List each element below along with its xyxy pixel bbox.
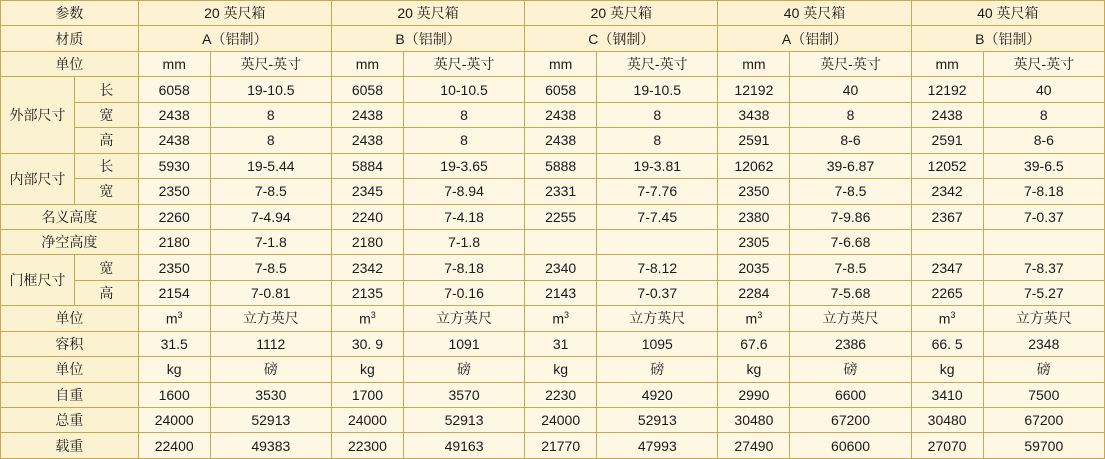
cell-door-height-9: 7-5.27 — [983, 280, 1104, 305]
cell-ext-length-4: 6058 — [525, 77, 597, 102]
cell-int-length-3: 19-3.65 — [403, 153, 524, 178]
cell-int-length-7: 39-6.87 — [790, 153, 911, 178]
unit-weight-imperial-2: 磅 — [597, 357, 718, 382]
cell-volume-2: 30. 9 — [331, 331, 403, 356]
cell-int-length-9: 39-6.5 — [983, 153, 1104, 178]
cell-door-height-7: 7-5.68 — [790, 280, 911, 305]
cell-ext-height-7: 8-6 — [790, 128, 911, 153]
cell-door-height-3: 7-0.16 — [403, 280, 524, 305]
cell-ext-length-9: 40 — [983, 77, 1104, 102]
label-tare: 自重 — [1, 382, 139, 407]
cell-int-width-3: 7-8.94 — [403, 179, 524, 204]
cell-nominal-height-0: 2260 — [138, 204, 210, 229]
col-material-3: A（铝制） — [718, 26, 911, 51]
cell-gross-6: 30480 — [718, 408, 790, 433]
col-type-0: 20 英尺箱 — [138, 1, 331, 26]
group-label-exterior: 外部尺寸 — [1, 77, 75, 153]
cell-volume-1: 1112 — [210, 331, 331, 356]
cell-payload-8: 27070 — [911, 433, 983, 459]
col-type-1: 20 英尺箱 — [331, 1, 524, 26]
table-row-ext-width — [1, 102, 1105, 127]
unit-weight-imperial-4: 磅 — [983, 357, 1104, 382]
cell-clear-height-3: 7-1.8 — [403, 229, 524, 254]
sub-label-int-length: 长 — [75, 153, 139, 178]
unit-vol-imperial-1: 立方英尺 — [403, 306, 524, 331]
sub-label-door-width: 宽 — [75, 255, 139, 280]
table-row-int-width — [1, 179, 1105, 204]
cell-volume-4: 31 — [525, 331, 597, 356]
cell-int-length-2: 5884 — [331, 153, 403, 178]
cell-nominal-height-7: 7-9.86 — [790, 204, 911, 229]
table-row-nominal-height — [1, 204, 1105, 229]
cell-volume-0: 31.5 — [138, 331, 210, 356]
col-material-4: B（铝制） — [911, 26, 1104, 51]
table-row-tare — [1, 382, 1105, 407]
cell-tare-9: 7500 — [983, 382, 1104, 407]
cell-ext-height-3: 8 — [403, 128, 524, 153]
unit-mm-1: mm — [331, 51, 403, 76]
cell-nominal-height-9: 7-0.37 — [983, 204, 1104, 229]
sub-label-int-width: 宽 — [75, 179, 139, 204]
cell-ext-width-6: 3438 — [718, 102, 790, 127]
cell-tare-4: 2230 — [525, 382, 597, 407]
cell-payload-5: 47993 — [597, 433, 718, 459]
cell-ext-width-7: 8 — [790, 102, 911, 127]
cell-payload-2: 22300 — [331, 433, 403, 459]
cell-int-width-4: 2331 — [525, 179, 597, 204]
cell-gross-8: 30480 — [911, 408, 983, 433]
cell-ext-length-1: 19-10.5 — [210, 77, 331, 102]
cell-gross-5: 52913 — [597, 408, 718, 433]
table-row-material — [1, 26, 1105, 51]
cell-int-width-0: 2350 — [138, 179, 210, 204]
unit-weight-metric-2: kg — [525, 357, 597, 382]
cell-door-height-6: 2284 — [718, 280, 790, 305]
cell-int-width-9: 7-8.18 — [983, 179, 1104, 204]
cell-tare-6: 2990 — [718, 382, 790, 407]
cell-int-width-7: 7-8.5 — [790, 179, 911, 204]
cell-nominal-height-1: 7-4.94 — [210, 204, 331, 229]
table-row-type — [1, 1, 1105, 26]
cell-door-width-0: 2350 — [138, 255, 210, 280]
cell-payload-1: 49383 — [210, 433, 331, 459]
cell-nominal-height-3: 7-4.18 — [403, 204, 524, 229]
table-row-payload — [1, 433, 1105, 459]
unit-vol-metric-4: $m^3$ — [911, 306, 983, 331]
table-row-unit-volume — [1, 306, 1105, 331]
unit-mm-2: mm — [525, 51, 597, 76]
cell-ext-width-4: 2438 — [525, 102, 597, 127]
cell-nominal-height-4: 2255 — [525, 204, 597, 229]
unit-mm-3: mm — [718, 51, 790, 76]
cell-gross-0: 24000 — [138, 408, 210, 433]
label-gross: 总重 — [1, 408, 139, 433]
cell-nominal-height-6: 2380 — [718, 204, 790, 229]
table-row-volume — [1, 331, 1105, 356]
cell-ext-length-2: 6058 — [331, 77, 403, 102]
cell-int-width-8: 2342 — [911, 179, 983, 204]
table-row-ext-height — [1, 128, 1105, 153]
cell-tare-1: 3530 — [210, 382, 331, 407]
cell-volume-8: 66. 5 — [911, 331, 983, 356]
cell-volume-3: 1091 — [403, 331, 524, 356]
cell-door-width-6: 2035 — [718, 255, 790, 280]
col-type-4: 40 英尺箱 — [911, 1, 1104, 26]
cell-clear-height-6: 2305 — [718, 229, 790, 254]
cell-tare-3: 3570 — [403, 382, 524, 407]
cell-tare-2: 1700 — [331, 382, 403, 407]
cell-ext-width-5: 8 — [597, 102, 718, 127]
label-payload: 载重 — [1, 433, 139, 459]
col-material-2: C（钢制） — [525, 26, 718, 51]
cell-int-length-1: 19-5.44 — [210, 153, 331, 178]
sub-label-ext-height: 高 — [75, 128, 139, 153]
group-label-interior: 内部尺寸 — [1, 153, 75, 204]
sub-label-door-height: 高 — [75, 280, 139, 305]
cell-int-width-5: 7-7.76 — [597, 179, 718, 204]
sub-label-ext-length: 长 — [75, 77, 139, 102]
cell-ext-height-4: 2438 — [525, 128, 597, 153]
unit-weight-metric-1: kg — [331, 357, 403, 382]
cell-ext-height-0: 2438 — [138, 128, 210, 153]
cell-tare-0: 1600 — [138, 382, 210, 407]
cell-volume-5: 1095 — [597, 331, 718, 356]
unit-weight-imperial-3: 磅 — [790, 357, 911, 382]
cell-int-length-4: 5888 — [525, 153, 597, 178]
cell-door-height-2: 2135 — [331, 280, 403, 305]
cell-door-width-1: 7-8.5 — [210, 255, 331, 280]
cell-nominal-height-8: 2367 — [911, 204, 983, 229]
unit-mm-0: mm — [138, 51, 210, 76]
cell-ext-width-0: 2438 — [138, 102, 210, 127]
col-material-0: A（铝制） — [138, 26, 331, 51]
unit-weight-metric-3: kg — [718, 357, 790, 382]
cell-payload-4: 21770 — [525, 433, 597, 459]
unit-weight-imperial-1: 磅 — [403, 357, 524, 382]
cell-gross-3: 52913 — [403, 408, 524, 433]
cell-door-height-1: 7-0.81 — [210, 280, 331, 305]
cell-int-length-6: 12062 — [718, 153, 790, 178]
cell-door-height-0: 2154 — [138, 280, 210, 305]
unit-row-label-volume: 单位 — [1, 306, 139, 331]
cell-ext-length-6: 12192 — [718, 77, 790, 102]
unit-ft-0: 英尺-英寸 — [210, 51, 331, 76]
table-row-clear-height — [1, 229, 1105, 254]
cell-door-width-5: 7-8.12 — [597, 255, 718, 280]
unit-vol-imperial-0: 立方英尺 — [210, 306, 331, 331]
unit-vol-metric-3: $m^3$ — [718, 306, 790, 331]
cell-payload-0: 22400 — [138, 433, 210, 459]
cell-ext-length-0: 6058 — [138, 77, 210, 102]
cell-ext-height-9: 8-6 — [983, 128, 1104, 153]
cell-ext-width-1: 8 — [210, 102, 331, 127]
unit-vol-metric-2: $m^3$ — [525, 306, 597, 331]
unit-weight-metric-0: kg — [138, 357, 210, 382]
table-row-unit-length — [1, 51, 1105, 76]
cell-door-height-4: 2143 — [525, 280, 597, 305]
cell-int-length-8: 12052 — [911, 153, 983, 178]
label-volume: 容积 — [1, 331, 139, 356]
cell-volume-7: 2386 — [790, 331, 911, 356]
cell-volume-9: 2348 — [983, 331, 1104, 356]
cell-clear-height-1: 7-1.8 — [210, 229, 331, 254]
table-row-gross — [1, 408, 1105, 433]
cell-clear-height-7: 7-6.68 — [790, 229, 911, 254]
cell-payload-6: 27490 — [718, 433, 790, 459]
cell-nominal-height-5: 7-7.45 — [597, 204, 718, 229]
cell-tare-5: 4920 — [597, 382, 718, 407]
header-param-label: 参数 — [1, 1, 139, 26]
cell-gross-9: 67200 — [983, 408, 1104, 433]
cell-ext-height-6: 2591 — [718, 128, 790, 153]
cell-door-height-5: 7-0.37 — [597, 280, 718, 305]
unit-ft-4: 英尺-英寸 — [983, 51, 1104, 76]
cell-gross-2: 24000 — [331, 408, 403, 433]
cell-int-width-1: 7-8.5 — [210, 179, 331, 204]
table-row-ext-length — [1, 77, 1105, 102]
sub-label-ext-width: 宽 — [75, 102, 139, 127]
cell-door-width-3: 7-8.18 — [403, 255, 524, 280]
cell-door-width-7: 7-8.5 — [790, 255, 911, 280]
cell-clear-height-0: 2180 — [138, 229, 210, 254]
cell-door-width-4: 2340 — [525, 255, 597, 280]
unit-vol-imperial-2: 立方英尺 — [597, 306, 718, 331]
cell-int-length-5: 19-3.81 — [597, 153, 718, 178]
cell-ext-length-8: 12192 — [911, 77, 983, 102]
unit-weight-imperial-0: 磅 — [210, 357, 331, 382]
col-type-3: 40 英尺箱 — [718, 1, 911, 26]
cell-door-width-9: 7-8.37 — [983, 255, 1104, 280]
cell-volume-6: 67.6 — [718, 331, 790, 356]
cell-clear-height-8 — [911, 229, 983, 254]
cell-gross-1: 52913 — [210, 408, 331, 433]
group-label-door: 门框尺寸 — [1, 255, 75, 306]
cell-ext-height-5: 8 — [597, 128, 718, 153]
unit-vol-metric-0: $m^3$ — [138, 306, 210, 331]
unit-vol-imperial-4: 立方英尺 — [983, 306, 1104, 331]
cell-gross-4: 24000 — [525, 408, 597, 433]
cell-ext-length-3: 10-10.5 — [403, 77, 524, 102]
cell-ext-height-1: 8 — [210, 128, 331, 153]
unit-ft-1: 英尺-英寸 — [403, 51, 524, 76]
cell-ext-width-3: 8 — [403, 102, 524, 127]
cell-clear-height-9 — [983, 229, 1104, 254]
cell-door-width-8: 2347 — [911, 255, 983, 280]
cell-payload-7: 60600 — [790, 433, 911, 459]
unit-row-label-weight: 单位 — [1, 357, 139, 382]
cell-int-width-2: 2345 — [331, 179, 403, 204]
unit-ft-2: 英尺-英寸 — [597, 51, 718, 76]
cell-payload-3: 49163 — [403, 433, 524, 459]
cell-clear-height-2: 2180 — [331, 229, 403, 254]
cell-ext-length-5: 19-10.5 — [597, 77, 718, 102]
unit-vol-imperial-3: 立方英尺 — [790, 306, 911, 331]
cell-clear-height-5 — [597, 229, 718, 254]
label-clear-height: 净空高度 — [1, 229, 139, 254]
cell-int-width-6: 2350 — [718, 179, 790, 204]
cell-tare-7: 6600 — [790, 382, 911, 407]
cell-ext-width-2: 2438 — [331, 102, 403, 127]
cell-nominal-height-2: 2240 — [331, 204, 403, 229]
cell-ext-height-2: 2438 — [331, 128, 403, 153]
cell-clear-height-4 — [525, 229, 597, 254]
table-row-int-length — [1, 153, 1105, 178]
cell-ext-width-8: 2438 — [911, 102, 983, 127]
table-row-door-height — [1, 280, 1105, 305]
col-material-1: B（铝制） — [331, 26, 524, 51]
col-type-2: 20 英尺箱 — [525, 1, 718, 26]
cell-door-width-2: 2342 — [331, 255, 403, 280]
cell-door-height-8: 2265 — [911, 280, 983, 305]
cell-ext-length-7: 40 — [790, 77, 911, 102]
unit-mm-4: mm — [911, 51, 983, 76]
cell-payload-9: 59700 — [983, 433, 1104, 459]
cell-tare-8: 3410 — [911, 382, 983, 407]
table-row-unit-weight — [1, 357, 1105, 382]
label-nominal-height: 名义高度 — [1, 204, 139, 229]
unit-ft-3: 英尺-英寸 — [790, 51, 911, 76]
cell-gross-7: 67200 — [790, 408, 911, 433]
unit-row-label-length: 单位 — [1, 51, 139, 76]
cell-ext-height-8: 2591 — [911, 128, 983, 153]
header-material-label: 材质 — [1, 26, 139, 51]
cell-int-length-0: 5930 — [138, 153, 210, 178]
table-row-door-width — [1, 255, 1105, 280]
unit-vol-metric-1: $m^3$ — [331, 306, 403, 331]
unit-weight-metric-4: kg — [911, 357, 983, 382]
cell-ext-width-9: 8 — [983, 102, 1104, 127]
